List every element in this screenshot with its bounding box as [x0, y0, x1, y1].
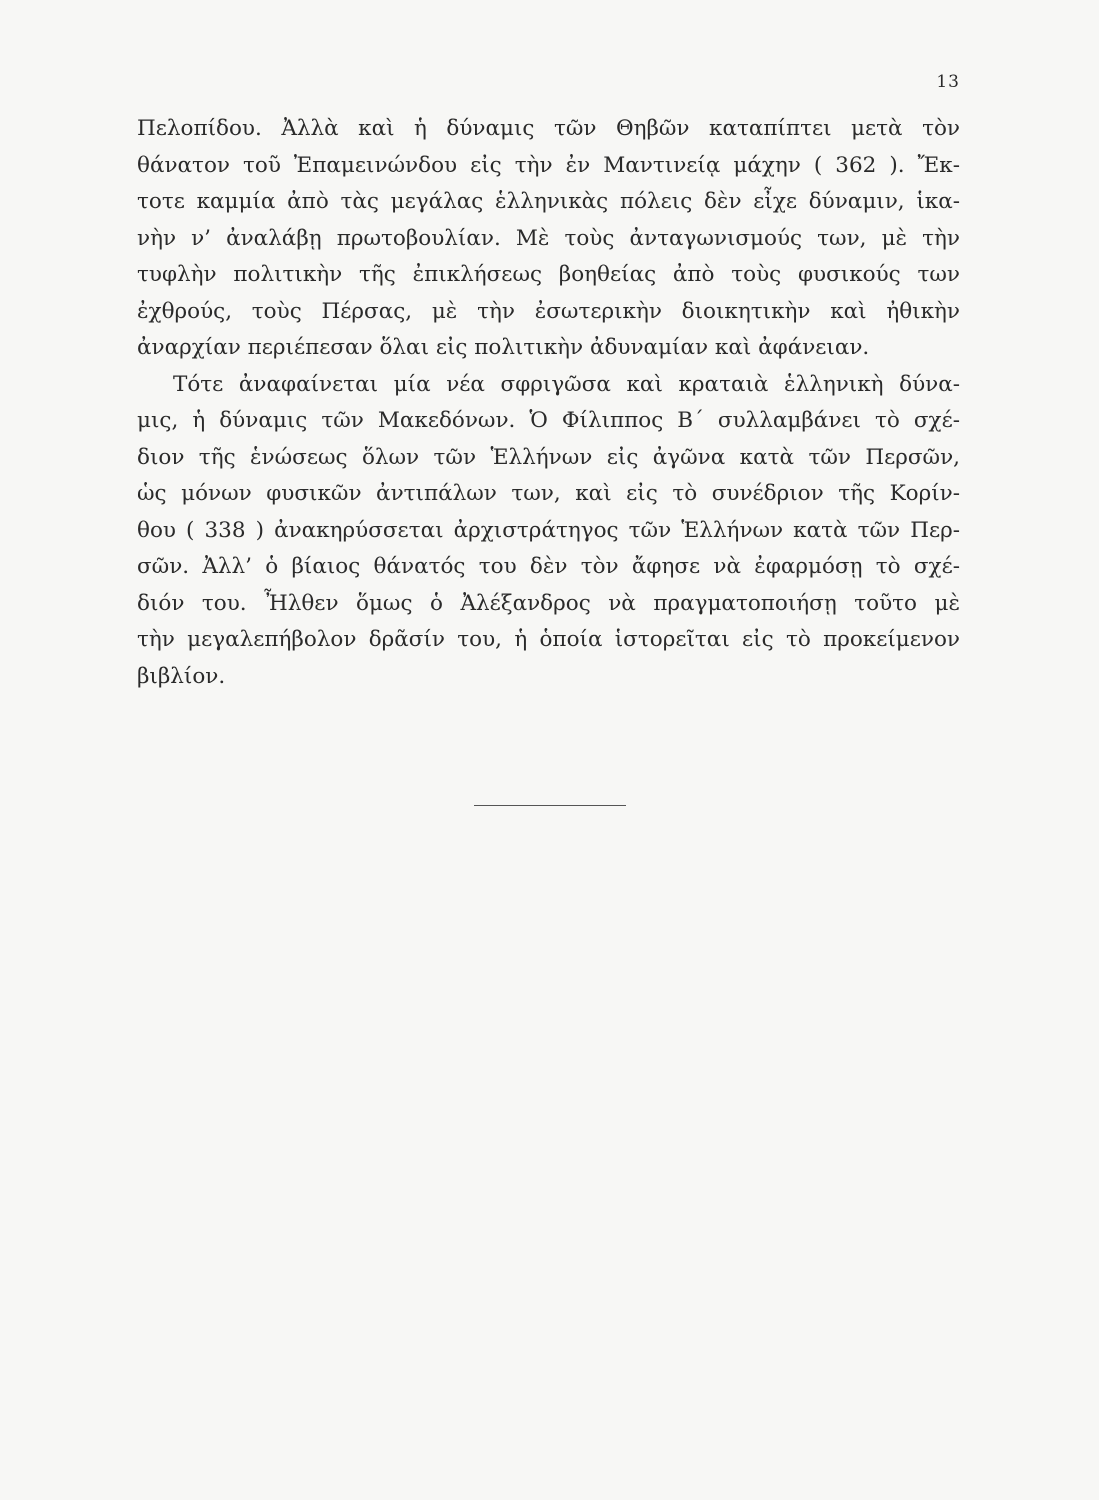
text-line: βιβλίον.	[137, 663, 226, 689]
text-line: σῶν. Ἀλλ’ ὁ βίαιος θάνατός του δὲν τὸν ἄφησε νὰ ἐφαρμόσῃ τὸ σχέ-	[137, 554, 960, 579]
text-line: Τότε ἀναφαίνεται μία νέα σφριγῶσα καὶ κραταιὰ ἑλληνικὴ δύνα-	[173, 371, 960, 397]
text-line: μις, ἡ δύναμις τῶν Μακεδόνων. Ὁ Φίλιππος Β΄ συλλαμβάνει τὸ σχέ-	[137, 408, 960, 433]
paragraph-2	[137, 367, 960, 696]
text-line: ἀναρχίαν περιέπεσαν ὅλαι εἰς πολιτικὴν ἀδυναμίαν καὶ ἀφάνειαν.	[137, 335, 870, 360]
section-divider	[474, 805, 626, 806]
text-line: νὴν ν’ ἀναλάβῃ πρωτοβουλίαν. Μὲ τοὺς ἀνταγωνισμούς των, μὲ τὴν	[137, 225, 960, 251]
text-line: ἐχθρούς, τοὺς Πέρσας, μὲ τὴν ἐσωτερικὴν διοικητικὴν καὶ ἠθικὴν	[137, 298, 960, 324]
text-line: τυφλὴν πολιτικὴν τῆς ἐπικλήσεως βοηθείας ἀπὸ τοὺς φυσικούς των	[137, 262, 960, 287]
text-line: τὴν μεγαλεπήβολον δρᾶσίν του, ἡ ὁποία ἱστορεῖται εἰς τὸ προκείμενον	[137, 627, 960, 652]
text-line: τοτε καμμία ἀπὸ τὰς μεγάλας ἑλληνικὰς πόλεις δὲν εἶχε δύναμιν, ἱκα-	[137, 189, 960, 214]
text-line: διον τῆς ἑνώσεως ὅλων τῶν Ἑλλήνων εἰς ἀγῶνα κατὰ τῶν Περσῶν,	[137, 444, 960, 470]
text-line: διόν του. Ἦλθεν ὅμως ὁ Ἀλέξανδρος νὰ πραγματοποιήσῃ τοῦτο μὲ	[137, 590, 960, 616]
text-line: ὡς μόνων φυσικῶν ἀντιπάλων των, καὶ εἰς τὸ συνέδριον τῆς Κορίν-	[137, 481, 960, 506]
text-line: Πελοπίδου. Ἀλλὰ καὶ ἡ δύναμις τῶν Θηβῶν καταπίπτει μετὰ τὸν	[137, 116, 960, 141]
page-number: 13	[936, 72, 960, 92]
paragraph-1	[137, 111, 960, 367]
body-text	[137, 111, 960, 695]
text-line: θου ( 338 ) ἀνακηρύσσεται ἀρχιστράτηγος τῶν Ἑλλήνων κατὰ τῶν Περ-	[137, 517, 960, 543]
text-line: θάνατον τοῦ Ἐπαμεινώνδου εἰς τὴν ἐν Μαντινείᾳ μάχην ( 362 ). Ἔκ-	[137, 152, 960, 178]
